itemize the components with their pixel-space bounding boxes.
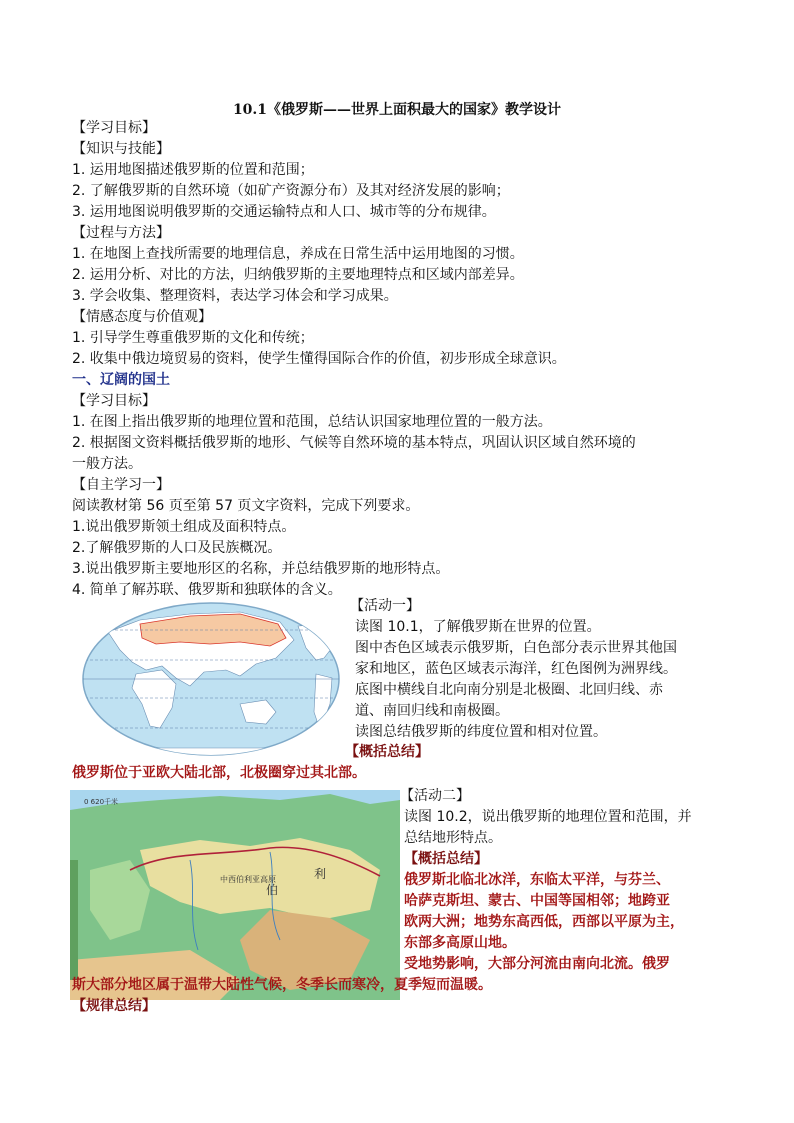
self-study-item: 2.了解俄罗斯的人口及民族概况。 bbox=[72, 540, 282, 556]
self-study-item: 3.说出俄罗斯主要地形区的名称，并总结俄罗斯的地形特点。 bbox=[72, 561, 450, 577]
knowledge-heading: 【知识与技能】 bbox=[72, 141, 170, 157]
activity1-heading: 【活动一】 bbox=[350, 598, 420, 614]
section-objective-item: 1. 在图上指出俄罗斯的地理位置和范围，总结认识国家地理位置的一般方法。 bbox=[72, 414, 552, 430]
section-heading: 一、辽阔的国土 bbox=[72, 372, 170, 388]
attitude-item: 2. 收集中俄边境贸易的资料，使学生懂得国际合作的价值，初步形成全球意识。 bbox=[72, 351, 566, 367]
activity2-line: 总结地形特点。 bbox=[404, 830, 502, 846]
activity2-summary-heading: 【概括总结】 bbox=[404, 851, 488, 867]
activity2-summary-line: 俄罗斯北临北冰洋，东临太平洋，与芬兰、 bbox=[404, 872, 670, 888]
knowledge-item: 3. 运用地图说明俄罗斯的交通运输特点和人口、城市等的分布规律。 bbox=[72, 204, 496, 220]
map-label: 伯 bbox=[266, 883, 279, 897]
activity1-summary: 俄罗斯位于亚欧大陆北部，北极圈穿过其北部。 bbox=[72, 765, 366, 781]
process-item: 2. 运用分析、对比的方法，归纳俄罗斯的主要地理特点和区域内部差异。 bbox=[72, 267, 524, 283]
attitude-item: 1. 引导学生尊重俄罗斯的文化和传统； bbox=[72, 330, 314, 346]
knowledge-item: 2. 了解俄罗斯的自然环境（如矿产资源分布）及其对经济发展的影响； bbox=[72, 183, 510, 199]
activity2-summary-line: 受地势影响，大部分河流由南向北流。俄罗 bbox=[404, 956, 670, 972]
activity2-summary-line: 欧两大洲；地势东高西低，西部以平原为主， bbox=[404, 914, 684, 930]
rule-summary-heading: 【规律总结】 bbox=[72, 998, 156, 1014]
section-objective-item: 一般方法。 bbox=[72, 456, 142, 472]
activity2-line: 读图 10.2，说出俄罗斯的地理位置和范围，并 bbox=[404, 809, 692, 825]
activity1-line: 道、南回归线和南极圈。 bbox=[355, 703, 509, 719]
self-study-heading: 【自主学习一】 bbox=[72, 477, 170, 493]
antarctica-landmass bbox=[80, 748, 342, 758]
section-objective-item: 2. 根据图文资料概括俄罗斯的地形、气候等自然环境的基本特点，巩固认识区域自然环境的 bbox=[72, 435, 636, 451]
map-scale: 0 620千米 bbox=[84, 798, 119, 806]
activity1-summary-heading: 【概括总结】 bbox=[345, 744, 429, 760]
activity2-summary-line: 哈萨克斯坦、蒙古、中国等国相邻；地跨亚 bbox=[404, 893, 670, 909]
activity1-line: 底图中横线自北向南分别是北极圈、北回归线、赤 bbox=[355, 682, 663, 698]
activity1-line: 家和地区，蓝色区域表示海洋，红色图例为洲界线。 bbox=[355, 661, 677, 677]
self-study-item: 4. 简单了解苏联、俄罗斯和独联体的含义。 bbox=[72, 582, 342, 598]
activity2-summary-line: 东部多高原山地。 bbox=[404, 935, 516, 951]
activity2-summary-line: 斯大部分地区属于温带大陆性气候，冬季长而寒冷，夏季短而温暖。 bbox=[72, 977, 492, 993]
activity2-heading: 【活动二】 bbox=[400, 788, 470, 804]
knowledge-item: 1. 运用地图描述俄罗斯的位置和范围； bbox=[72, 162, 314, 178]
section-objectives-heading: 【学习目标】 bbox=[72, 393, 156, 409]
process-item: 1. 在地图上查找所需要的地理信息，养成在日常生活中运用地图的习惯。 bbox=[72, 246, 524, 262]
self-study-intro: 阅读教材第 56 页至第 57 页文字资料，完成下列要求。 bbox=[72, 498, 420, 514]
activity1-line: 读图 10.1，了解俄罗斯在世界的位置。 bbox=[355, 619, 601, 635]
page-title: 10.1《俄罗斯——世界上面积最大的国家》教学设计 bbox=[232, 102, 562, 118]
legend-bar bbox=[70, 860, 78, 980]
activity1-line: 读图总结俄罗斯的纬度位置和相对位置。 bbox=[355, 724, 607, 740]
process-heading: 【过程与方法】 bbox=[72, 225, 170, 241]
self-study-item: 1.说出俄罗斯领土组成及面积特点。 bbox=[72, 519, 296, 535]
process-item: 3. 学会收集、整理资料，表达学习体会和学习成果。 bbox=[72, 288, 398, 304]
world-map-figure bbox=[80, 600, 342, 758]
objectives-heading: 【学习目标】 bbox=[72, 120, 156, 136]
activity1-line: 图中杏色区域表示俄罗斯，白色部分表示世界其他国 bbox=[355, 640, 677, 656]
map-label: 利 bbox=[314, 867, 327, 881]
map-label: 中西伯利亚高原 bbox=[220, 875, 276, 884]
russia-terrain-map-figure bbox=[70, 790, 400, 1000]
attitude-heading: 【情感态度与价值观】 bbox=[72, 309, 212, 325]
